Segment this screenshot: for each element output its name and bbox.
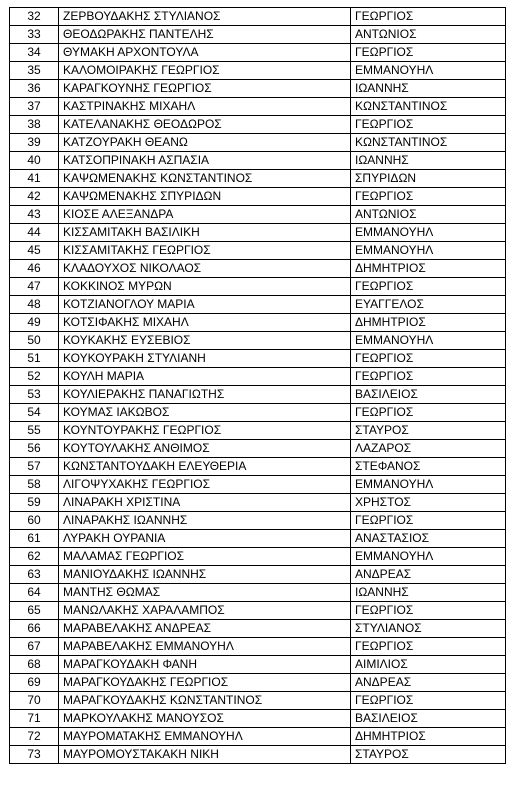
father-name-cell: ΧΡΗΣΤΟΣ	[351, 494, 506, 512]
row-number-cell: 45	[10, 242, 59, 260]
table-row	[10, 728, 506, 746]
father-name-cell: ΙΩΑΝΝΗΣ	[351, 80, 506, 98]
table-row	[10, 440, 506, 458]
father-name-cell: ΔΗΜΗΤΡΙΟΣ	[351, 260, 506, 278]
table-row	[10, 566, 506, 584]
full-name-cell: ΜΑΡΑΓΚΟΥΔΑΚΗΣ ΚΩΝΣΤΑΝΤΙΝΟΣ	[59, 692, 351, 710]
full-name-cell: ΜΑΡΚΟΥΛΑΚΗΣ ΜΑΝΟΥΣΟΣ	[59, 710, 351, 728]
father-name-cell: ΒΑΣΙΛΕΙΟΣ	[351, 710, 506, 728]
table-row	[10, 224, 506, 242]
row-number-cell: 58	[10, 476, 59, 494]
table-row	[10, 62, 506, 80]
table-row	[10, 494, 506, 512]
father-name-cell: ΣΤΕΦΑΝΟΣ	[351, 458, 506, 476]
father-name-cell: ΓΕΩΡΓΙΟΣ	[351, 404, 506, 422]
father-name-cell: ΕΜΜΑΝΟΥΗΛ	[351, 62, 506, 80]
row-number-cell: 48	[10, 296, 59, 314]
full-name-cell: ΚΑΤΖΟΥΡΑΚΗ ΘΕΑΝΩ	[59, 134, 351, 152]
table-row	[10, 134, 506, 152]
father-name-cell: ΔΗΜΗΤΡΙΟΣ	[351, 728, 506, 746]
father-name-cell: ΚΩΝΣΤΑΝΤΙΝΟΣ	[351, 98, 506, 116]
table-row	[10, 332, 506, 350]
father-name-cell: ΣΤΑΥΡΟΣ	[351, 746, 506, 764]
row-number-cell: 41	[10, 170, 59, 188]
row-number-cell: 66	[10, 620, 59, 638]
row-number-cell: 42	[10, 188, 59, 206]
father-name-cell: ΑΝΤΩΝΙΟΣ	[351, 206, 506, 224]
father-name-cell: ΑΝΑΣΤΑΣΙΟΣ	[351, 530, 506, 548]
full-name-cell: ΜΑΝΤΗΣ ΘΩΜΑΣ	[59, 584, 351, 602]
row-number-cell: 60	[10, 512, 59, 530]
row-number-cell: 46	[10, 260, 59, 278]
full-name-cell: ΚΙΣΣΑΜΙΤΑΚΗΣ ΓΕΩΡΓΙΟΣ	[59, 242, 351, 260]
father-name-cell: ΓΕΩΡΓΙΟΣ	[351, 638, 506, 656]
row-number-cell: 65	[10, 602, 59, 620]
row-number-cell: 70	[10, 692, 59, 710]
row-number-cell: 33	[10, 26, 59, 44]
full-name-cell: ΚΟΤΖΙΑΝΟΓΛΟΥ ΜΑΡΙΑ	[59, 296, 351, 314]
row-number-cell: 34	[10, 44, 59, 62]
full-name-cell: ΚΑΤΣΟΠΡΙΝΑΚΗ ΑΣΠΑΣΙΑ	[59, 152, 351, 170]
table-row	[10, 404, 506, 422]
full-name-cell: ΚΟΥΛΙΕΡΑΚΗΣ ΠΑΝΑΓΙΩΤΗΣ	[59, 386, 351, 404]
father-name-cell: ΓΕΩΡΓΙΟΣ	[351, 602, 506, 620]
father-name-cell: ΕΜΜΑΝΟΥΗΛ	[351, 242, 506, 260]
full-name-cell: ΛΙΓΟΨΥΧΑΚΗΣ ΓΕΩΡΓΙΟΣ	[59, 476, 351, 494]
row-number-cell: 52	[10, 368, 59, 386]
full-name-cell: ΜΑΡΑΒΕΛΑΚΗΣ ΕΜΜΑΝΟΥΗΛ	[59, 638, 351, 656]
table-row	[10, 530, 506, 548]
row-number-cell: 32	[10, 8, 59, 26]
full-name-cell: ΜΑΝΙΟΥΔΑΚΗΣ ΙΩΑΝΝΗΣ	[59, 566, 351, 584]
father-name-cell: ΑΝΔΡΕΑΣ	[351, 566, 506, 584]
father-name-cell: ΓΕΩΡΓΙΟΣ	[351, 278, 506, 296]
table-row	[10, 8, 506, 26]
table-row	[10, 674, 506, 692]
row-number-cell: 37	[10, 98, 59, 116]
table-row	[10, 386, 506, 404]
table-row	[10, 206, 506, 224]
row-number-cell: 44	[10, 224, 59, 242]
table-row	[10, 548, 506, 566]
full-name-cell: ΚΑΣΤΡΙΝΑΚΗΣ ΜΙΧΑΗΛ	[59, 98, 351, 116]
table-row	[10, 278, 506, 296]
full-name-cell: ΜΑΡΑΓΚΟΥΔΑΚΗΣ ΓΕΩΡΓΙΟΣ	[59, 674, 351, 692]
father-name-cell: ΒΑΣΙΛΕΙΟΣ	[351, 386, 506, 404]
full-name-cell: ΜΑΥΡΟΜΑΤΑΚΗΣ ΕΜΜΑΝΟΥΗΛ	[59, 728, 351, 746]
table-row	[10, 476, 506, 494]
full-name-cell: ΛΥΡΑΚΗ ΟΥΡΑΝΙΑ	[59, 530, 351, 548]
full-name-cell: ΜΑΛΑΜΑΣ ΓΕΩΡΓΙΟΣ	[59, 548, 351, 566]
row-number-cell: 38	[10, 116, 59, 134]
full-name-cell: ΚΟΤΣΙΦΑΚΗΣ ΜΙΧΑΗΛ	[59, 314, 351, 332]
father-name-cell: ΙΩΑΝΝΗΣ	[351, 584, 506, 602]
row-number-cell: 63	[10, 566, 59, 584]
father-name-cell: ΣΤΑΥΡΟΣ	[351, 422, 506, 440]
father-name-cell: ΕΜΜΑΝΟΥΗΛ	[351, 224, 506, 242]
father-name-cell: ΕΜΜΑΝΟΥΗΛ	[351, 332, 506, 350]
table-row	[10, 296, 506, 314]
full-name-cell: ΜΑΡΑΓΚΟΥΔΑΚΗ ΦΑΝΗ	[59, 656, 351, 674]
full-name-cell: ΜΑΡΑΒΕΛΑΚΗΣ ΑΝΔΡΕΑΣ	[59, 620, 351, 638]
father-name-cell: ΑΝΔΡΕΑΣ	[351, 674, 506, 692]
father-name-cell: ΣΠΥΡΙΔΩΝ	[351, 170, 506, 188]
table-row	[10, 170, 506, 188]
father-name-cell: ΓΕΩΡΓΙΟΣ	[351, 512, 506, 530]
full-name-cell: ΜΑΝΩΛΑΚΗΣ ΧΑΡΑΛΑΜΠΟΣ	[59, 602, 351, 620]
full-name-cell: ΚΟΥΚΑΚΗΣ ΕΥΣΕΒΙΟΣ	[59, 332, 351, 350]
row-number-cell: 55	[10, 422, 59, 440]
full-name-cell: ΚΟΥΝΤΟΥΡΑΚΗΣ ΓΕΩΡΓΙΟΣ	[59, 422, 351, 440]
roster-table-body	[10, 8, 506, 764]
father-name-cell: ΓΕΩΡΓΙΟΣ	[351, 8, 506, 26]
full-name-cell: ΚΑΨΩΜΕΝΑΚΗΣ ΣΠΥΡΙΔΩΝ	[59, 188, 351, 206]
table-row	[10, 710, 506, 728]
row-number-cell: 71	[10, 710, 59, 728]
table-row	[10, 188, 506, 206]
father-name-cell: ΚΩΝΣΤΑΝΤΙΝΟΣ	[351, 134, 506, 152]
father-name-cell: ΕΜΜΑΝΟΥΗΛ	[351, 476, 506, 494]
row-number-cell: 68	[10, 656, 59, 674]
father-name-cell: ΙΩΑΝΝΗΣ	[351, 152, 506, 170]
full-name-cell: ΚΟΥΜΑΣ ΙΑΚΩΒΟΣ	[59, 404, 351, 422]
row-number-cell: 59	[10, 494, 59, 512]
full-name-cell: ΚΙΣΣΑΜΙΤΑΚΗ ΒΑΣΙΛΙΚΗ	[59, 224, 351, 242]
table-row	[10, 314, 506, 332]
full-name-cell: ΚΟΚΚΙΝΟΣ ΜΥΡΩΝ	[59, 278, 351, 296]
full-name-cell: ΚΑΛΟΜΟΙΡΑΚΗΣ ΓΕΩΡΓΙΟΣ	[59, 62, 351, 80]
father-name-cell: ΑΙΜΙΛΙΟΣ	[351, 656, 506, 674]
row-number-cell: 36	[10, 80, 59, 98]
table-row	[10, 656, 506, 674]
father-name-cell: ΔΗΜΗΤΡΙΟΣ	[351, 314, 506, 332]
row-number-cell: 61	[10, 530, 59, 548]
full-name-cell: ΚΛΑΔΟΥΧΟΣ ΝΙΚΟΛΑΟΣ	[59, 260, 351, 278]
row-number-cell: 39	[10, 134, 59, 152]
row-number-cell: 62	[10, 548, 59, 566]
row-number-cell: 67	[10, 638, 59, 656]
full-name-cell: ΚΟΥΚΟΥΡΑΚΗ ΣΤΥΛΙΑΝΗ	[59, 350, 351, 368]
table-row	[10, 422, 506, 440]
row-number-cell: 47	[10, 278, 59, 296]
father-name-cell: ΕΥΑΓΓΕΛΟΣ	[351, 296, 506, 314]
roster-table	[9, 7, 506, 764]
row-number-cell: 54	[10, 404, 59, 422]
table-row	[10, 620, 506, 638]
full-name-cell: ΚΩΝΣΤΑΝΤΟΥΔΑΚΗ ΕΛΕΥΘΕΡΙΑ	[59, 458, 351, 476]
father-name-cell: ΕΜΜΑΝΟΥΗΛ	[351, 548, 506, 566]
full-name-cell: ΛΙΝΑΡΑΚΗ ΧΡΙΣΤΙΝΑ	[59, 494, 351, 512]
row-number-cell: 35	[10, 62, 59, 80]
full-name-cell: ΛΙΝΑΡΑΚΗΣ ΙΩΑΝΝΗΣ	[59, 512, 351, 530]
table-row	[10, 458, 506, 476]
father-name-cell: ΓΕΩΡΓΙΟΣ	[351, 350, 506, 368]
row-number-cell: 73	[10, 746, 59, 764]
full-name-cell: ΚΙΟΣΕ ΑΛΕΞΑΝΔΡΑ	[59, 206, 351, 224]
row-number-cell: 50	[10, 332, 59, 350]
full-name-cell: ΖΕΡΒΟΥΔΑΚΗΣ ΣΤΥΛΙΑΝΟΣ	[59, 8, 351, 26]
father-name-cell: ΛΑΖΑΡΟΣ	[351, 440, 506, 458]
row-number-cell: 69	[10, 674, 59, 692]
table-row	[10, 44, 506, 62]
father-name-cell: ΓΕΩΡΓΙΟΣ	[351, 188, 506, 206]
row-number-cell: 72	[10, 728, 59, 746]
table-row	[10, 602, 506, 620]
table-row	[10, 26, 506, 44]
father-name-cell: ΓΕΩΡΓΙΟΣ	[351, 116, 506, 134]
table-row	[10, 350, 506, 368]
table-row	[10, 98, 506, 116]
father-name-cell: ΓΕΩΡΓΙΟΣ	[351, 692, 506, 710]
table-row	[10, 80, 506, 98]
full-name-cell: ΚΑΡΑΓΚΟΥΝΗΣ ΓΕΩΡΓΙΟΣ	[59, 80, 351, 98]
row-number-cell: 57	[10, 458, 59, 476]
full-name-cell: ΘΥΜΑΚΗ ΑΡΧΟΝΤΟΥΛΑ	[59, 44, 351, 62]
full-name-cell: ΘΕΟΔΩΡΑΚΗΣ ΠΑΝΤΕΛΗΣ	[59, 26, 351, 44]
father-name-cell: ΣΤΥΛΙΑΝΟΣ	[351, 620, 506, 638]
table-row	[10, 692, 506, 710]
row-number-cell: 56	[10, 440, 59, 458]
table-row	[10, 746, 506, 764]
row-number-cell: 51	[10, 350, 59, 368]
row-number-cell: 40	[10, 152, 59, 170]
table-row	[10, 638, 506, 656]
table-row	[10, 260, 506, 278]
full-name-cell: ΚΑΨΩΜΕΝΑΚΗΣ ΚΩΝΣΤΑΝΤΙΝΟΣ	[59, 170, 351, 188]
full-name-cell: ΚΟΥΤΟΥΛΑΚΗΣ ΑΝΘΙΜΟΣ	[59, 440, 351, 458]
row-number-cell: 64	[10, 584, 59, 602]
table-row	[10, 368, 506, 386]
row-number-cell: 53	[10, 386, 59, 404]
table-row	[10, 512, 506, 530]
row-number-cell: 49	[10, 314, 59, 332]
table-row	[10, 152, 506, 170]
table-row	[10, 116, 506, 134]
table-row	[10, 584, 506, 602]
row-number-cell: 43	[10, 206, 59, 224]
table-row	[10, 242, 506, 260]
full-name-cell: ΜΑΥΡΟΜΟΥΣΤΑΚΑΚΗ ΝΙΚΗ	[59, 746, 351, 764]
father-name-cell: ΓΕΩΡΓΙΟΣ	[351, 368, 506, 386]
full-name-cell: ΚΑΤΕΛΑΝΑΚΗΣ ΘΕΟΔΩΡΟΣ	[59, 116, 351, 134]
father-name-cell: ΑΝΤΩΝΙΟΣ	[351, 26, 506, 44]
full-name-cell: ΚΟΥΛΗ ΜΑΡΙΑ	[59, 368, 351, 386]
father-name-cell: ΓΕΩΡΓΙΟΣ	[351, 44, 506, 62]
